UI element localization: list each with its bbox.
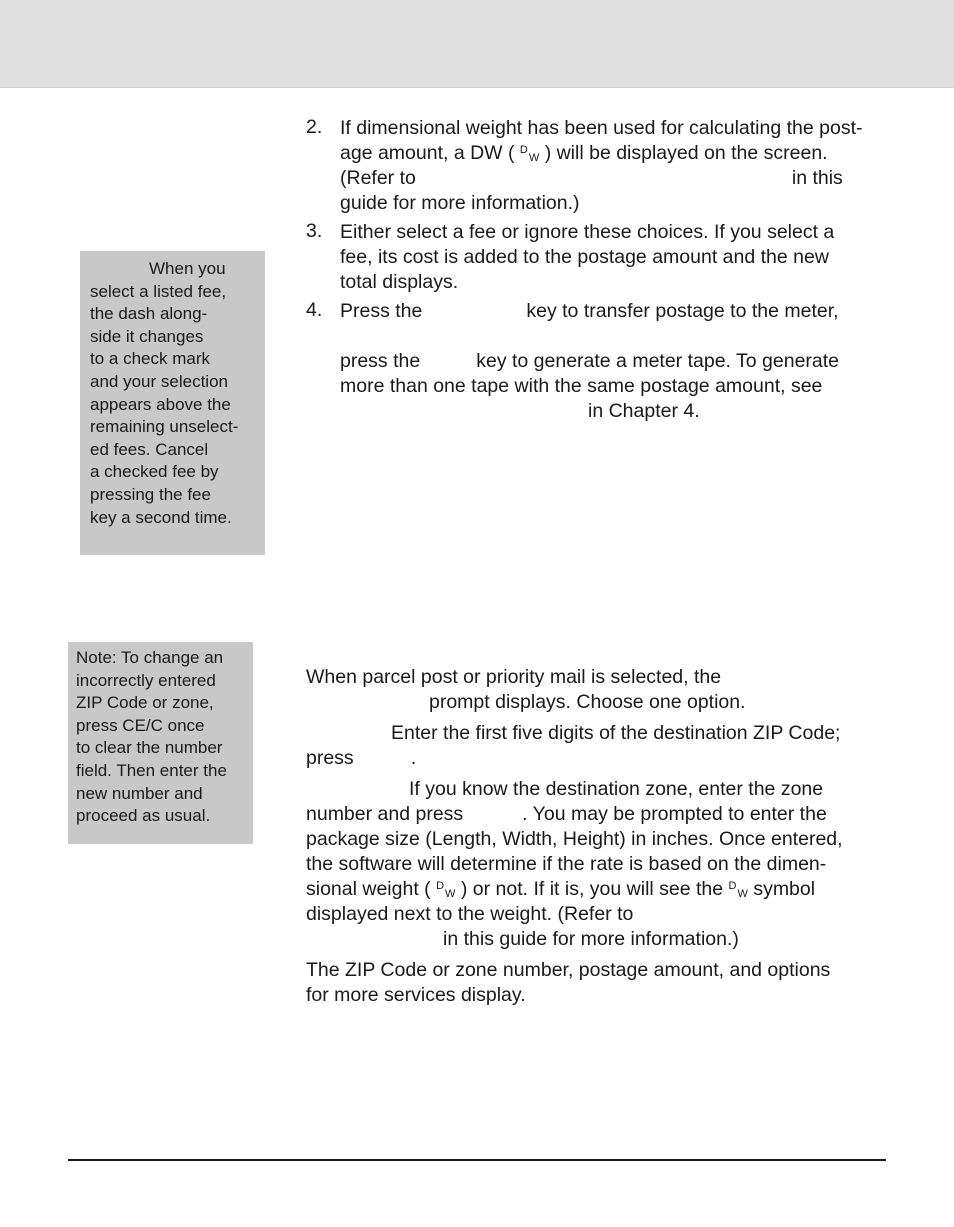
- footer-rule: [68, 1159, 886, 1161]
- step-line: press the key to generate a meter tape. To generate: [340, 350, 840, 372]
- note-line: press CE/C once: [76, 715, 205, 735]
- note-line: to clear the number: [76, 738, 223, 758]
- step-line: fee, its cost is added to the postage amount and the new: [340, 246, 829, 268]
- step-number: 4.: [306, 299, 323, 321]
- section-body: [306, 665, 906, 1008]
- sidebar-note-fees: [80, 251, 265, 555]
- dw-symbol: DW: [728, 880, 748, 900]
- paragraph-line: When parcel post or priority mail is selected, the: [306, 666, 722, 688]
- note-line: to a check mark: [90, 349, 210, 369]
- paragraph-line: the software will determine if the rate is based on the dimen-: [306, 853, 827, 875]
- note-line: pressing the fee: [90, 484, 211, 504]
- note-line: Note: To change an: [76, 648, 224, 667]
- note-line: ZIP Code or zone,: [76, 693, 214, 713]
- note-line: remaining unselect-: [90, 417, 239, 437]
- step-item: [306, 220, 906, 295]
- note-line: key a second time.: [90, 507, 232, 527]
- step-line: Press the key to transfer postage to the meter,: [340, 300, 839, 322]
- step-line: age amount, a DW ( DW ) will be displayed on the screen.: [340, 142, 828, 164]
- paragraph-line: in this guide for more information.): [443, 928, 739, 950]
- paragraph-line: If you know the destination zone, enter the zone: [409, 778, 824, 800]
- note-line: field. Then enter the: [76, 760, 227, 780]
- step-line: (Refer to in this: [340, 167, 843, 189]
- paragraph-line: package size (Length, Width, Height) in inches. Once entered,: [306, 828, 843, 850]
- paragraph-line: for more services display.: [306, 984, 526, 1006]
- paragraph-line: displayed next to the weight. (Refer to: [306, 903, 634, 925]
- paragraph-line: sional weight ( DW ) or not. If it is, you will see the DW symbol: [306, 878, 816, 900]
- paragraph-line: Enter the first five digits of the destination ZIP Code;: [391, 722, 841, 744]
- note-line: and your selection: [90, 371, 228, 391]
- step-number: 2.: [306, 116, 323, 138]
- page-header-band: [0, 0, 954, 88]
- step-item: [306, 116, 906, 216]
- step-line: more than one tape with the same postage amount, see: [340, 375, 823, 397]
- paragraph-line: number and press . You may be prompted to enter the: [306, 803, 827, 825]
- paragraph-line: press .: [306, 747, 417, 769]
- note-line: side it changes: [90, 326, 204, 346]
- note-line: ed fees. Cancel: [90, 439, 209, 459]
- note-line: a checked fee by: [90, 462, 219, 482]
- step-item: [306, 299, 906, 424]
- step-line: If dimensional weight has been used for calculating the post-: [340, 117, 863, 139]
- sidebar-note-zip: [68, 642, 253, 844]
- note-line: proceed as usual.: [76, 806, 211, 826]
- note-line: incorrectly entered: [76, 670, 216, 690]
- step-number: 3.: [306, 220, 323, 242]
- paragraph-line: The ZIP Code or zone number, postage amount, and options: [306, 959, 831, 981]
- note-line: the dash along-: [90, 304, 208, 324]
- step-line: Either select a fee or ignore these choices. If you select a: [340, 221, 835, 243]
- note-line: When you: [149, 259, 226, 278]
- step-line: guide for more information.): [340, 192, 580, 214]
- note-line: new number and: [76, 783, 203, 803]
- paragraph-line: prompt displays. Choose one option.: [429, 691, 746, 713]
- note-line: appears above the: [90, 394, 231, 414]
- step-line: total displays.: [340, 271, 459, 293]
- dw-symbol: DW: [519, 144, 540, 164]
- note-line: select a listed fee,: [90, 281, 227, 301]
- steps-list: [306, 116, 906, 424]
- step-line: in Chapter 4.: [588, 400, 700, 422]
- dw-symbol: DW: [436, 880, 456, 900]
